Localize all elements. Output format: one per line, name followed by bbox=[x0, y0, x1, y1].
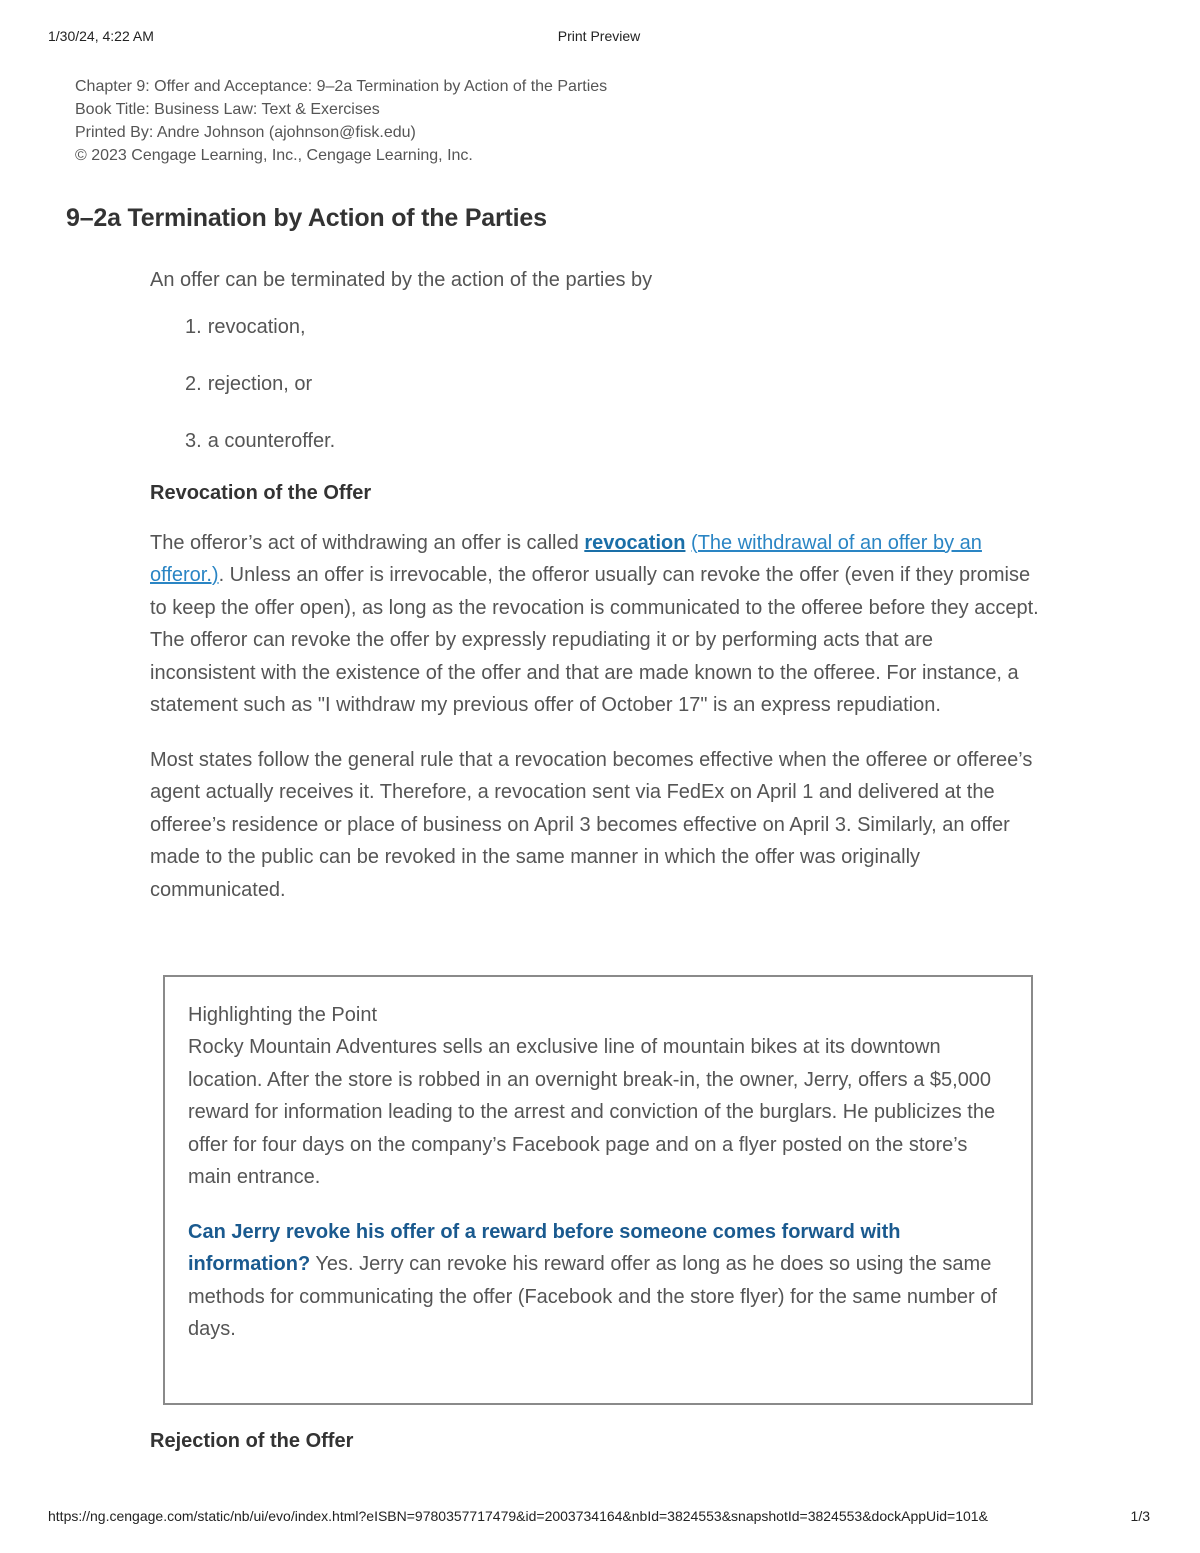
print-preview-title: Print Preview bbox=[557, 28, 641, 44]
list-text: rejection, or bbox=[207, 372, 313, 395]
meta-chapter: Chapter 9: Offer and Acceptance: 9–2a Termination by Action of the Parties bbox=[75, 78, 608, 95]
paragraph-text: . Unless an offer is irrevocable, the offeror usually can revoke the offer (even if they promise to keep the offer open), as long as the revocation is communicated to the offeree before they accept. The offeror can revoke the offer by expressly repudiating it or by performing acts that are inconsistent with the existence of the offer and that are made known to the offeree. For instance, a statement such as "I withdraw my previous offer of October 17" is an express repudiation. bbox=[150, 564, 1039, 716]
highlighting-the-point-box bbox=[163, 975, 1033, 1405]
list-number: 3. bbox=[185, 429, 202, 452]
meta-book-title: Book Title: Business Law: Text & Exercises bbox=[75, 101, 380, 118]
callout-question: Can Jerry revoke his offer of a reward before someone comes forward with information? bbox=[188, 1220, 901, 1275]
list-item bbox=[185, 425, 1040, 457]
print-footer bbox=[48, 1508, 1150, 1528]
revocation-paragraph-2: Most states follow the general rule that a revocation becomes effective when the offeree or offeree’s agent actually receives it. Therefore, a revocation sent via FedEx on April 1 and delivered at the offeree’s residence or place of business on April 3 becomes effective on April 3. Similarly, an offer made to the public can be revoked in the same manner in which the offer was originally communicated. bbox=[150, 748, 1033, 901]
termination-methods-list bbox=[150, 311, 1040, 457]
list-text: revocation, bbox=[207, 315, 306, 338]
callout-qa bbox=[188, 1216, 1009, 1346]
callout-answer: Yes. Jerry can revoke his reward offer as long as he does so using the same methods for communicating the offer (Facebook and the store flyer) for the same number of days. bbox=[188, 1253, 997, 1340]
rejection-heading: Rejection of the Offer bbox=[150, 1430, 354, 1452]
document-meta bbox=[75, 75, 607, 167]
keyword-definition-link[interactable]: (The withdrawal of an offer by an offeror.) bbox=[150, 531, 982, 586]
keyword-link-revocation[interactable]: revocation bbox=[584, 531, 686, 554]
callout-story: Rocky Mountain Adventures sells an exclusive line of mountain bikes at its downtown location. After the store is robbed in an overnight break-in, the owner, Jerry, offers a $5,000 reward for information leading to the arrest and conviction of the burglars. He publicizes the offer for four days on the company’s Facebook page and on a flyer posted on the store’s main entrance. bbox=[188, 1036, 996, 1188]
paragraph-text: The offeror’s act of withdrawing an offer is called bbox=[150, 531, 585, 554]
revocation-paragraph-1 bbox=[150, 527, 1040, 722]
print-header bbox=[48, 28, 1150, 48]
print-datetime: 1/30/24, 4:22 AM bbox=[48, 28, 154, 44]
section-content bbox=[150, 264, 1040, 928]
callout-label: Highlighting the Point bbox=[188, 1004, 378, 1026]
intro-paragraph: An offer can be terminated by the action of the parties by bbox=[150, 269, 653, 291]
section-title: 9–2a Termination by Action of the Parties bbox=[66, 204, 547, 232]
list-text: a counteroffer. bbox=[207, 429, 336, 452]
revocation-heading: Revocation of the Offer bbox=[150, 481, 372, 504]
list-number: 1. bbox=[185, 315, 202, 338]
meta-copyright: © 2023 Cengage Learning, Inc., Cengage Learning, Inc. bbox=[75, 147, 473, 164]
list-item bbox=[185, 311, 1040, 343]
list-item bbox=[185, 368, 1040, 400]
page-number: 1/3 bbox=[1130, 1508, 1150, 1524]
meta-printed-by: Printed By: Andre Johnson (ajohnson@fisk.edu) bbox=[75, 124, 416, 141]
footer-url: https://ng.cengage.com/static/nb/ui/evo/index.html?eISBN=9780357717479&id=2003734164&nbId=3824553&snapshotId=3824553&dockAppUid=101& bbox=[48, 1508, 988, 1524]
list-number: 2. bbox=[185, 372, 202, 395]
